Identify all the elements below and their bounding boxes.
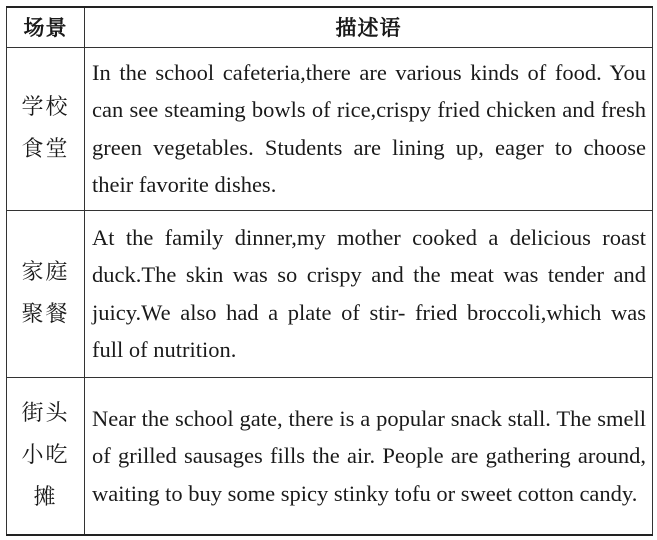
scene-description-table [6, 6, 653, 536]
header-description: 描述语 [85, 7, 653, 47]
table-row [7, 47, 653, 210]
table-row [7, 210, 653, 377]
scene-label-line: 食堂 [21, 136, 70, 162]
scene-label-line: 学校 [21, 94, 70, 120]
scene-label-line: 家庭 [21, 259, 70, 285]
scene-label-line: 街头 [21, 400, 70, 426]
description-cell: Near the school gate, there is a popular snack stall. The smell of grilled sausages fills the air. People are gathering around, waiting to buy some spicy stinky tofu or sweet cotton candy. [85, 377, 653, 535]
description-cell: In the school cafeteria,there are various kinds of food. You can see steaming bowls of rice,crispy fried chicken and fresh green vegetables. Students are lining up, eager to choose their favorite dishes. [85, 47, 653, 210]
table-row [7, 377, 653, 535]
scene-cell [7, 47, 85, 210]
scene-cell [7, 210, 85, 377]
scene-label-line: 摊 [33, 484, 58, 510]
scene-label-line: 小吃 [21, 442, 70, 468]
header-scene: 场景 [7, 7, 85, 47]
table-header-row [7, 7, 653, 47]
scene-cell [7, 377, 85, 535]
scene-label-line: 聚餐 [21, 301, 70, 327]
description-cell: At the family dinner,my mother cooked a delicious roast duck.The skin was so crispy and the meat was tender and juicy.We also had a plate of stir- fried broccoli,which was full of nutrition. [85, 210, 653, 377]
